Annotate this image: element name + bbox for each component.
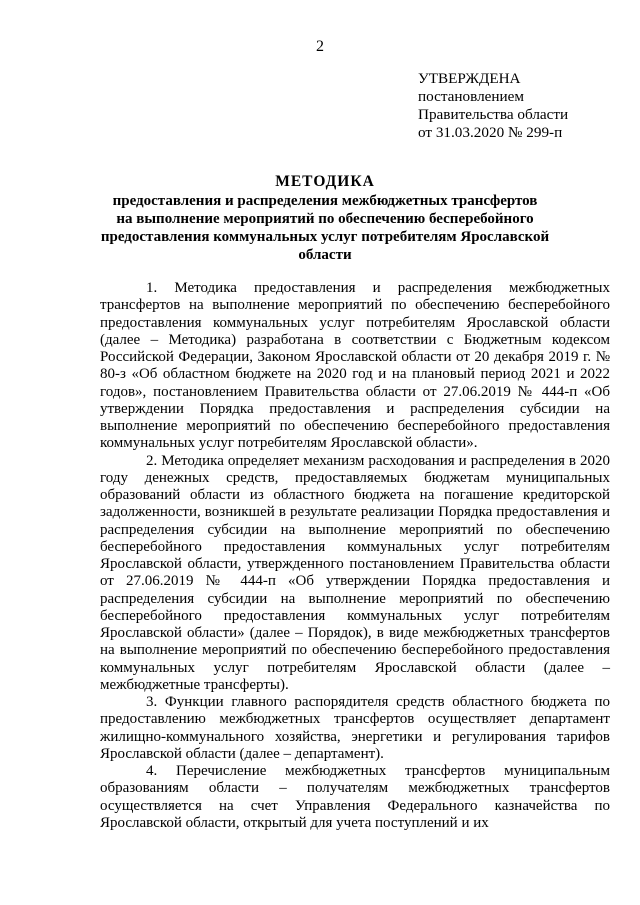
paragraph-1: 1. Методика предоставления и распределения межбюджетных трансфертов на выполнение мероприятий по обеспечению бесперебойного предоставления коммунальных услуг потребителям Ярославской области (далее – Методика) разработана в соответствии с Бюджетным кодексом Российской Федерации, Законом Ярославской области от 20 декабря 2019 г. № 80-з «Об областном бюджете на 2020 год и на плановый период 2021 и 2022 годов», постановлением Правительства области от 27.06.2019 № 444-п «Об утверждении Порядка предоставления и распределения субсидии на выполнение мероприятий по обеспечению бесперебойного предоставления коммунальных услуг потребителям Ярославской области».	[100, 280, 610, 452]
approval-line-date: от 31.03.2020 № 299-п	[418, 124, 563, 141]
title-subtitle-line-3: предоставления коммунальных услуг потребителям Ярославской	[100, 229, 550, 245]
title-subtitle-line-1: предоставления и распределения межбюджетных трансфертов	[112, 193, 538, 209]
paragraph-3: 3. Функции главного распорядителя средств областного бюджета по предоставлению межбюджетных трансфертов осуществляет департамент жилищно-коммунального хозяйства, энергетики и регулирования тарифов Ярославской области (далее – департамент).	[100, 694, 610, 762]
paragraph-4: 4. Перечисление межбюджетных трансфертов муниципальным образованиям области – получателям межбюджетных трансфертов осуществляется на счет Управления Федерального казначейства по Ярославской области, открытый для учета поступлений и их	[100, 763, 610, 831]
approval-line-status: УТВЕРЖДЕНА	[418, 70, 521, 87]
paragraph-2: 2. Методика определяет механизм расходования и распределения в 2020 году денежных средств, предоставляемых бюджетам муниципальных образований области из областного бюджета на погашение кредиторской задолженности, возникшей в результате реализации Порядка предоставления и распределения субсидии на выполнение мероприятий по обеспечению бесперебойного предоставления коммунальных услуг потребителям Ярославской области, утвержденного постановлением Правительства области от 27.06.2019 № 444-п «Об утверждении Порядка предоставления и распределения субсидии на выполнение мероприятий по обеспечению бесперебойного предоставления коммунальных услуг потребителям Ярославской области» (далее – Порядок), в виде межбюджетных трансфертов на выполнение мероприятий по обеспечению бесперебойного предоставления коммунальных услуг потребителям Ярославской области (далее – межбюджетные трансферты).	[100, 452, 610, 693]
title-subtitle-line-4: области	[298, 247, 352, 263]
approval-stamp	[418, 70, 628, 142]
document-title	[100, 172, 550, 264]
title-subtitle-line-2: на выполнение мероприятий по обеспечению бесперебойного	[116, 211, 534, 227]
approval-line-authority: Правительства области	[418, 106, 569, 123]
document-body	[100, 280, 610, 832]
page-number: 2	[316, 38, 324, 55]
title-main: МЕТОДИКА	[275, 173, 375, 190]
approval-line-by: постановлением	[418, 88, 525, 105]
